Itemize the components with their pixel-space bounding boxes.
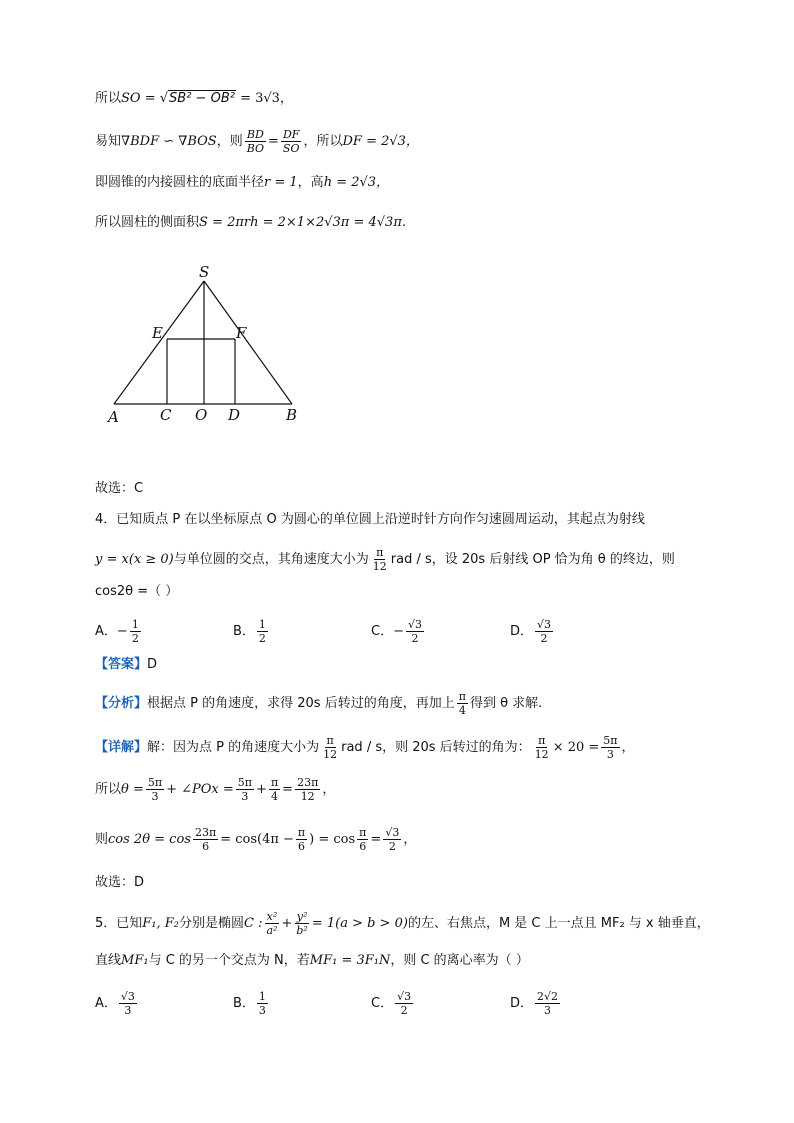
fraction	[406, 618, 424, 645]
option-label: D．	[510, 624, 534, 639]
frac-den: 2	[258, 632, 266, 645]
text: 解：因为点 P 的角速度大小为	[147, 740, 320, 755]
fraction	[193, 826, 218, 853]
question-text: 直线	[95, 953, 122, 968]
text: ，	[322, 782, 336, 797]
frac-num: √3	[385, 826, 400, 839]
text: 根据点 P 的角速度，求得 20s 后转过的角度，再加上	[147, 696, 455, 711]
label-D: D	[228, 406, 241, 424]
fraction	[395, 990, 413, 1017]
sol3-choice	[95, 480, 143, 498]
option-label: C．	[371, 996, 394, 1011]
frac-num: x²	[266, 910, 278, 923]
text: 故选：D	[95, 875, 145, 890]
label-E: E	[152, 324, 163, 342]
q4-option-a	[95, 618, 143, 645]
frac-den: 2	[388, 840, 396, 853]
edge-SB	[204, 281, 292, 404]
frac-num: 1	[258, 990, 266, 1003]
fraction	[281, 128, 302, 155]
fraction	[533, 734, 551, 761]
text: 所以	[95, 91, 122, 106]
frac-den: 12	[372, 560, 387, 573]
frac-den: 2	[540, 632, 548, 645]
fraction	[265, 910, 280, 937]
frac-den: 4	[271, 790, 279, 803]
frac-num: π	[538, 734, 546, 747]
cone-figure	[100, 258, 320, 458]
option-sign: −	[393, 624, 404, 639]
analysis-tag: 【分析】	[95, 696, 148, 711]
question-text: 4．已知质点 P 在以坐标原点 O 为圆心的单位圆上沿逆时针方向作匀速圆周运动，其起点为射线	[95, 512, 645, 527]
q4-detail-3	[95, 826, 416, 853]
frac-num: π	[297, 826, 306, 839]
q5-option-a	[95, 990, 139, 1017]
sqrt-sign: √	[159, 91, 169, 106]
text: rad / s，则 20s 后转过的角为：	[341, 740, 531, 755]
frac-den: 4	[458, 704, 466, 717]
q4-option-b	[233, 618, 270, 645]
math-expr: +	[256, 782, 267, 797]
frac-num: π	[270, 776, 279, 789]
fraction	[294, 910, 309, 937]
q5-option-b	[233, 990, 270, 1017]
option-label: B．	[233, 624, 255, 639]
frac-den: 2	[131, 632, 139, 645]
frac-den: 12	[534, 748, 549, 761]
option-label: C．	[371, 624, 394, 639]
question-text: 的左、右焦点，M 是 C 上一点且 MF₂ 与 x 轴垂直，	[407, 916, 710, 931]
text: 所以圆柱的侧面积	[95, 215, 200, 230]
fraction	[257, 990, 268, 1017]
frac-den: 6	[359, 840, 367, 853]
q4-line-1	[95, 511, 645, 529]
fraction	[535, 990, 560, 1017]
q5-line-2	[95, 952, 529, 970]
option-label: B．	[233, 996, 255, 1011]
q4-option-d	[510, 618, 555, 645]
fraction	[236, 776, 254, 803]
frac-num: 5π	[237, 776, 253, 789]
question-text: 与 C 的另一个交点为 N，若	[148, 953, 310, 968]
text: 得到 θ 求解.	[469, 696, 543, 711]
text: ，高	[297, 175, 324, 190]
frac-num: √3	[120, 990, 135, 1003]
math-result: DF = 2√3，	[342, 134, 419, 149]
label-F: F	[236, 324, 247, 342]
frac-den: b²	[296, 924, 308, 937]
math-result: = 3√3，	[235, 91, 293, 106]
frac-den: 3	[124, 1004, 132, 1017]
question-text: ，则 C 的离心率为（ ）	[390, 953, 529, 968]
math-expr: =	[282, 782, 294, 797]
sol3-line-4	[95, 214, 406, 232]
q4-analysis	[95, 690, 542, 717]
q5-line-1	[95, 910, 710, 937]
text: 易知	[95, 134, 122, 149]
q4-line-2	[95, 546, 675, 573]
option-label: A．	[95, 624, 117, 639]
label-B: B	[286, 406, 298, 424]
math-expr: h = 2√3，	[323, 175, 390, 190]
text: 所以	[95, 782, 122, 797]
frac-den: 3	[606, 748, 614, 761]
question-text: 5．已知	[95, 916, 143, 931]
frac-num: √3	[397, 990, 412, 1003]
frac-num: π	[326, 734, 334, 747]
fraction	[371, 546, 389, 573]
text: ，所以	[303, 134, 343, 149]
frac-den: 3	[258, 1004, 266, 1017]
math-expr: θ =	[121, 782, 144, 797]
q4-option-c	[371, 618, 426, 645]
math-expr: S = 2πrh = 2×1×2√3π = 4√3π.	[199, 215, 406, 230]
frac-den: 6	[202, 840, 210, 853]
frac-den: a²	[266, 924, 278, 937]
frac-num: 23π	[194, 826, 217, 839]
fraction	[535, 618, 553, 645]
sol3-line-1	[95, 90, 293, 108]
q4-detail-2	[95, 776, 335, 803]
fraction	[457, 690, 468, 717]
math-expr: F₁, F₂	[142, 916, 180, 931]
fraction	[295, 776, 320, 803]
fraction	[357, 826, 368, 853]
frac-num: y²	[296, 910, 308, 923]
frac-den: BO	[246, 142, 265, 155]
fraction	[383, 826, 401, 853]
text: ，则	[216, 134, 243, 149]
frac-den: 2	[411, 632, 419, 645]
q4-line-3	[95, 583, 178, 601]
math-expr: ) = cos	[309, 832, 356, 847]
option-label: A．	[95, 996, 117, 1011]
math-expr: = cos(4π −	[220, 832, 294, 847]
label-A: A	[108, 408, 119, 426]
math-expr: + ∠POx =	[166, 782, 234, 797]
sol3-line-3	[95, 174, 389, 192]
fraction	[601, 734, 619, 761]
frac-num: 5π	[603, 734, 618, 747]
frac-den: 12	[323, 748, 338, 761]
frac-num: 5π	[147, 776, 163, 789]
question-text: 与单位圆的交点，其角速度大小为	[173, 552, 369, 567]
label-O: O	[195, 406, 208, 424]
math-expr: × 20 =	[552, 740, 600, 755]
sol3-line-2: 易知∇BDF ∽ ∇BOS，则 $\frac{BD}{BO}$ = $\frac{DF}{SO}$ ，所以DF = 2√3，	[95, 128, 419, 155]
frac-den: 3	[151, 790, 159, 803]
q4-detail-1	[95, 734, 635, 761]
fraction	[321, 734, 339, 761]
question-text: rad / s，设 20s 后射线 OP 恰为角 θ 的终边，则	[390, 552, 675, 567]
radicand: SB² − OB²	[169, 91, 235, 106]
label-S: S	[199, 263, 210, 281]
math-expr: = 1(a > b > 0)	[311, 916, 408, 931]
frac-num: π	[376, 546, 384, 559]
frac-den: 12	[300, 790, 315, 803]
text: ，	[403, 832, 417, 847]
q5-option-c	[371, 990, 415, 1017]
frac-num: 1	[131, 618, 139, 631]
frac-num: √3	[407, 618, 422, 631]
vector-expr: MF₁ = 3F₁N	[309, 953, 391, 968]
frac-num: BD	[246, 128, 264, 141]
fraction	[245, 128, 266, 155]
answer-value: D	[147, 657, 158, 672]
fraction	[296, 826, 307, 853]
math-expr: ∇BDF ∽ ∇BOS	[121, 134, 217, 149]
question-text: 分别是椭圆	[179, 916, 245, 931]
text: 即圆锥的内接圆柱的底面半径	[95, 175, 265, 190]
fraction	[269, 776, 280, 803]
frac-num: 2√2	[537, 990, 559, 1003]
edge-SA	[114, 281, 204, 404]
math-expr: SO =	[121, 91, 160, 106]
fraction	[257, 618, 268, 645]
frac-num: DF	[282, 128, 300, 141]
math-expr: C :	[244, 916, 263, 931]
fraction	[119, 990, 137, 1017]
q4-answer	[95, 656, 157, 674]
math-expr: y = x(x ≥ 0)	[95, 552, 174, 567]
math-expr: =	[370, 832, 382, 847]
math-expr: cos 2θ = cos	[108, 832, 191, 847]
q4-choice	[95, 874, 144, 892]
question-text: cos2θ =（ ）	[95, 584, 179, 599]
frac-num: 1	[258, 618, 266, 631]
q5-option-d	[510, 990, 562, 1017]
frac-num: π	[458, 690, 466, 703]
math-expr: r = 1	[264, 175, 298, 190]
text: ，	[621, 740, 635, 755]
answer-tag: 【答案】	[95, 657, 148, 672]
math-expr: +	[281, 916, 293, 931]
text: 则	[95, 832, 109, 847]
frac-num: 23π	[297, 776, 319, 789]
frac-den: SO	[282, 142, 300, 155]
frac-num: √3	[537, 618, 552, 631]
option-sign: −	[116, 624, 128, 639]
frac-den: 6	[298, 840, 306, 853]
math-expr: MF₁	[121, 953, 149, 968]
fraction	[130, 618, 141, 645]
frac-num: π	[359, 826, 367, 839]
fraction	[146, 776, 164, 803]
text: 故选：C	[95, 481, 144, 496]
frac-den: 3	[241, 790, 249, 803]
option-label: D．	[510, 996, 534, 1011]
frac-den: 2	[400, 1004, 408, 1017]
detail-tag: 【详解】	[95, 740, 148, 755]
label-C: C	[160, 406, 172, 424]
frac-den: 3	[544, 1004, 552, 1017]
